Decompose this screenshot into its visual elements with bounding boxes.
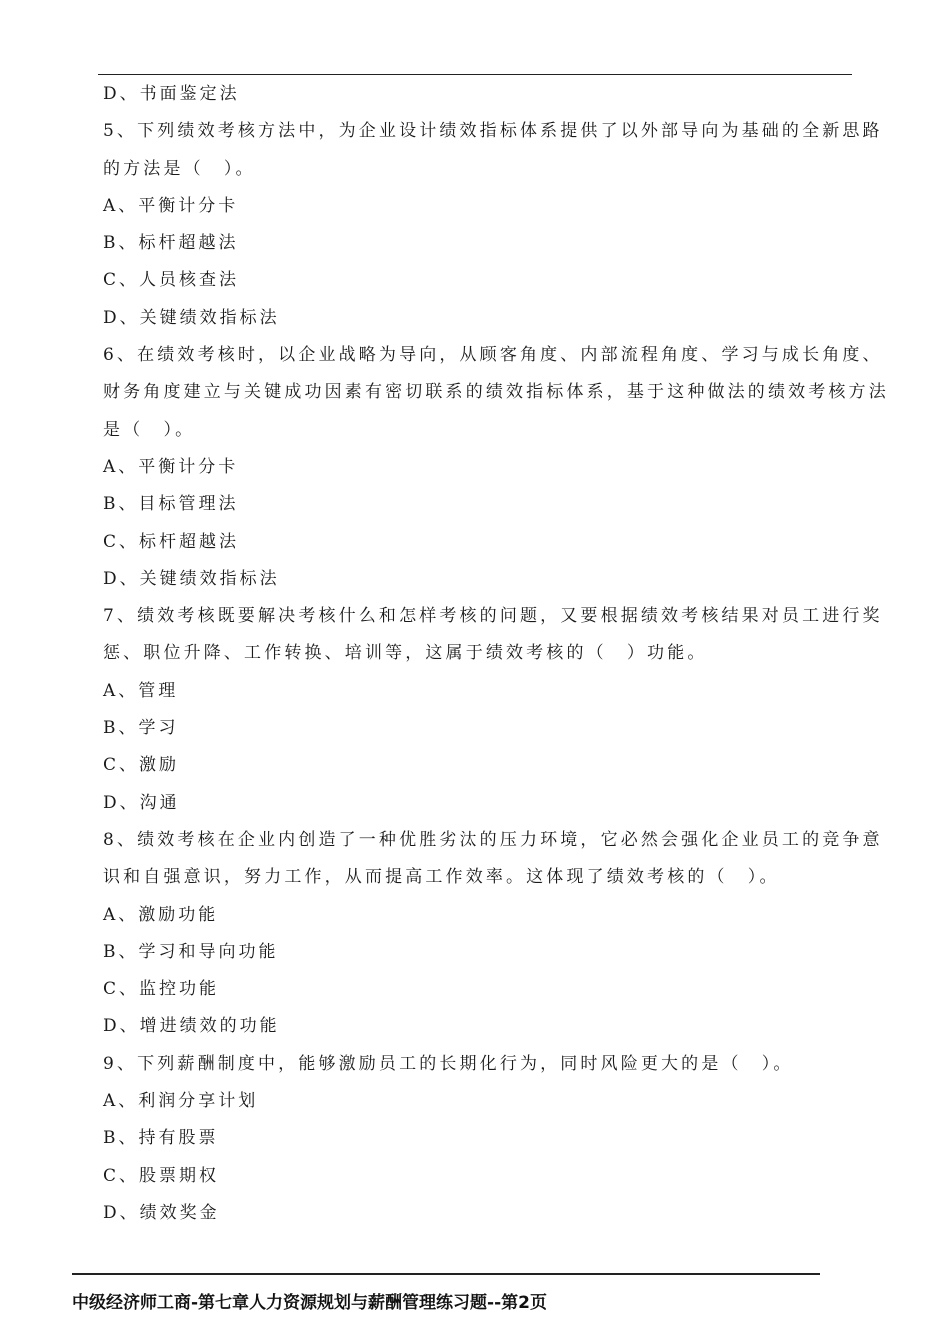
answer-option: D、关键绩效指标法	[103, 307, 280, 328]
answer-option: D、书面鉴定法	[103, 84, 240, 104]
question-text-line: 财务角度建立与关键成功因素有密切联系的绩效指标体系，基于这种做法的绩效考核方法	[103, 382, 889, 403]
question-text-line: 7、绩效考核既要解决考核什么和怎样考核的问题，又要根据绩效考核结果对员工进行奖	[103, 606, 883, 627]
answer-option: C、监控功能	[103, 979, 220, 1000]
answer-option: D、绩效奖金	[103, 1202, 220, 1223]
footer-rule	[72, 1273, 820, 1275]
answer-option: A、平衡计分卡	[103, 195, 239, 216]
answer-option: D、关键绩效指标法	[103, 568, 280, 589]
question-list	[103, 76, 889, 1232]
answer-option: B、学习和导向功能	[103, 941, 279, 962]
answer-option: D、增进绩效的功能	[103, 1016, 280, 1037]
answer-option: A、利润分享计划	[103, 1091, 259, 1112]
question-text-line: 9、下列薪酬制度中，能够激励员工的长期化行为，同时风险更大的是（ ）。	[103, 1053, 794, 1074]
question-text-line: 8、绩效考核在企业内创造了一种优胜劣汰的压力环境，它必然会强化企业员工的竞争意	[103, 829, 883, 850]
answer-option: B、标杆超越法	[103, 233, 239, 254]
answer-option: A、管理	[103, 680, 179, 701]
page-footer: 中级经济师工商-第七章人力资源规划与薪酬管理练习题--第2页	[72, 1293, 547, 1313]
answer-option: B、学习	[103, 718, 179, 739]
answer-option: C、股票期权	[103, 1165, 220, 1186]
header-rule	[98, 74, 852, 75]
question-text-line: 5、下列绩效考核方法中，为企业设计绩效指标体系提供了以外部导向为基础的全新思路	[103, 121, 883, 142]
answer-option: A、平衡计分卡	[103, 456, 239, 477]
question-text-line: 识和自强意识，努力工作，从而提高工作效率。这体现了绩效考核的（ ）。	[103, 867, 780, 888]
answer-option: C、激励	[103, 755, 180, 776]
question-text-line: 6、在绩效考核时，以企业战略为导向，从顾客角度、内部流程角度、学习与成长角度、	[103, 345, 883, 366]
answer-option: D、沟通	[103, 792, 180, 813]
answer-option: C、人员核查法	[103, 270, 240, 291]
question-text-line: 是（ ）。	[103, 419, 196, 440]
question-text-line: 的方法是（ ）。	[103, 158, 256, 179]
answer-option: B、持有股票	[103, 1128, 219, 1149]
answer-option: B、目标管理法	[103, 494, 239, 515]
answer-option: C、标杆超越法	[103, 531, 240, 552]
question-text-line: 惩、职位升降、工作转换、培训等，这属于绩效考核的（ ）功能。	[103, 643, 708, 664]
answer-option: A、激励功能	[103, 904, 219, 925]
